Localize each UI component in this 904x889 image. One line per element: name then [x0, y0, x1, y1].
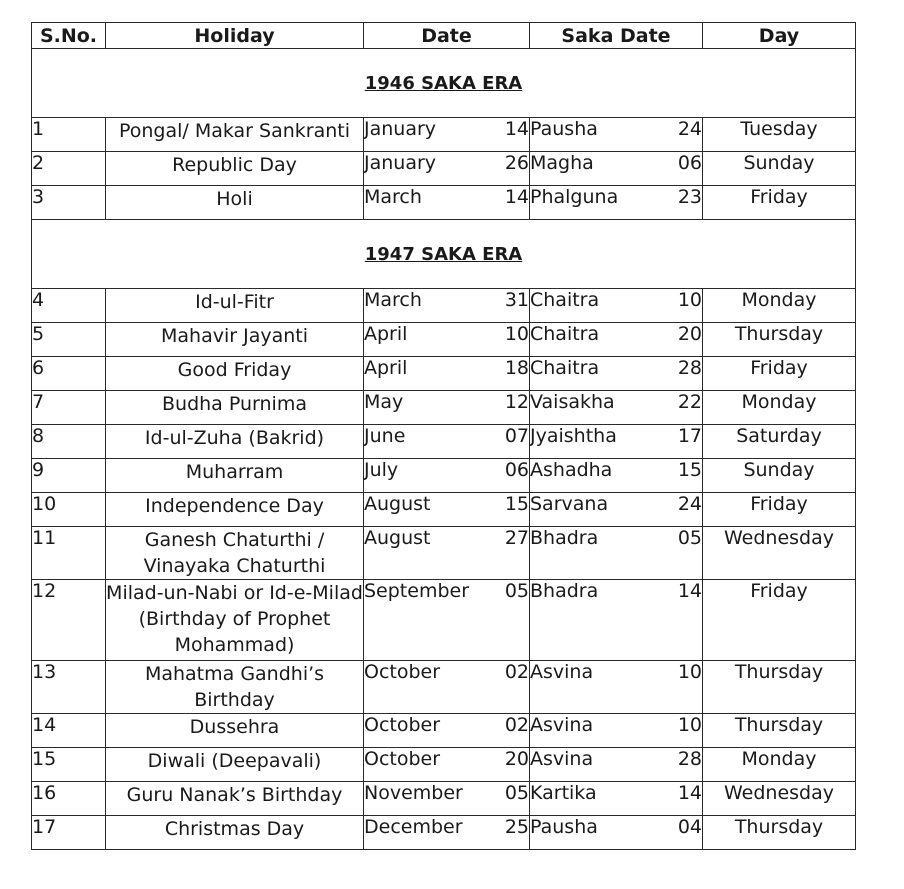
table-row	[32, 580, 856, 661]
serial-number-cell: 4	[32, 289, 106, 323]
date-cell	[364, 580, 530, 661]
date-cell	[364, 782, 530, 816]
weekday-cell: Wednesday	[703, 527, 856, 580]
saka-day-number: 28	[677, 748, 702, 770]
date-month: March	[364, 186, 422, 208]
saka-date-cell	[530, 118, 703, 152]
saka-day-number: 10	[677, 661, 702, 683]
era-heading-row	[32, 49, 856, 118]
saka-date-cell	[530, 323, 703, 357]
date-day-number: 14	[504, 186, 529, 208]
holiday-name-cell: Milad-un-Nabi or Id-e-Milad (Birthday of Prophet Mohammad)	[106, 580, 364, 661]
saka-date-cell	[530, 357, 703, 391]
holiday-name-cell: Ganesh Chaturthi / Vinayaka Chaturthi	[106, 527, 364, 580]
header-holiday: Holiday	[106, 23, 364, 49]
saka-date-cell	[530, 152, 703, 186]
saka-date-cell	[530, 661, 703, 714]
header-date: Date	[364, 23, 530, 49]
table-row	[32, 748, 856, 782]
serial-number-cell: 14	[32, 714, 106, 748]
date-cell	[364, 391, 530, 425]
saka-day-number: 10	[677, 289, 702, 311]
weekday-cell: Sunday	[703, 152, 856, 186]
date-day-number: 20	[504, 748, 529, 770]
saka-month: Asvina	[530, 714, 594, 736]
saka-month: Phalguna	[530, 186, 619, 208]
holiday-name-cell: Republic Day	[106, 152, 364, 186]
header-sno: S.No.	[32, 23, 106, 49]
weekday-cell: Monday	[703, 748, 856, 782]
date-cell	[364, 186, 530, 220]
weekday-cell: Thursday	[703, 714, 856, 748]
date-day-number: 02	[504, 714, 529, 736]
serial-number-cell: 11	[32, 527, 106, 580]
saka-day-number: 15	[677, 459, 702, 481]
date-day-number: 14	[504, 118, 529, 140]
saka-date-cell	[530, 493, 703, 527]
serial-number-cell: 2	[32, 152, 106, 186]
date-day-number: 31	[504, 289, 529, 311]
date-day-number: 05	[504, 782, 529, 804]
date-cell	[364, 357, 530, 391]
saka-month: Asvina	[530, 661, 594, 683]
serial-number-cell: 3	[32, 186, 106, 220]
saka-day-number: 28	[677, 357, 702, 379]
holiday-name-cell: Guru Nanak’s Birthday	[106, 782, 364, 816]
saka-month: Vaisakha	[530, 391, 615, 413]
saka-day-number: 04	[677, 816, 702, 838]
date-month: March	[364, 289, 422, 311]
table-row	[32, 816, 856, 850]
date-month: October	[364, 748, 441, 770]
saka-day-number: 06	[677, 152, 702, 174]
date-day-number: 25	[504, 816, 529, 838]
table-row	[32, 118, 856, 152]
weekday-cell: Tuesday	[703, 118, 856, 152]
date-month: November	[364, 782, 463, 804]
date-month: January	[364, 118, 437, 140]
date-month: January	[364, 152, 437, 174]
saka-date-cell	[530, 816, 703, 850]
saka-date-cell	[530, 748, 703, 782]
saka-month: Chaitra	[530, 323, 600, 345]
date-day-number: 27	[504, 527, 529, 549]
date-cell	[364, 152, 530, 186]
weekday-cell: Thursday	[703, 323, 856, 357]
date-day-number: 18	[504, 357, 529, 379]
saka-date-cell	[530, 425, 703, 459]
saka-month: Chaitra	[530, 357, 600, 379]
table-row	[32, 186, 856, 220]
serial-number-cell: 6	[32, 357, 106, 391]
holiday-name-cell: Christmas Day	[106, 816, 364, 850]
weekday-cell: Friday	[703, 186, 856, 220]
saka-month: Pausha	[530, 816, 598, 838]
serial-number-cell: 7	[32, 391, 106, 425]
saka-date-cell	[530, 714, 703, 748]
date-month: July	[364, 459, 399, 481]
serial-number-cell: 13	[32, 661, 106, 714]
holiday-name-cell: Good Friday	[106, 357, 364, 391]
date-month: April	[364, 357, 408, 379]
date-cell	[364, 459, 530, 493]
date-day-number: 15	[504, 493, 529, 515]
date-day-number: 05	[504, 580, 529, 602]
date-day-number: 02	[504, 661, 529, 683]
holiday-name-cell: Pongal/ Makar Sankranti	[106, 118, 364, 152]
date-cell	[364, 748, 530, 782]
saka-month: Bhadra	[530, 527, 599, 549]
weekday-cell: Wednesday	[703, 782, 856, 816]
date-cell	[364, 289, 530, 323]
saka-day-number: 14	[677, 580, 702, 602]
holiday-name-cell: Holi	[106, 186, 364, 220]
serial-number-cell: 16	[32, 782, 106, 816]
weekday-cell: Monday	[703, 289, 856, 323]
date-day-number: 06	[504, 459, 529, 481]
era-title: 1947 SAKA ERA	[364, 244, 523, 265]
date-month: October	[364, 661, 441, 683]
table-row	[32, 152, 856, 186]
date-cell	[364, 661, 530, 714]
holiday-name-cell: Diwali (Deepavali)	[106, 748, 364, 782]
era-heading-cell	[32, 49, 856, 118]
date-month: August	[364, 493, 431, 515]
saka-day-number: 24	[677, 118, 702, 140]
table-body	[32, 49, 856, 850]
serial-number-cell: 8	[32, 425, 106, 459]
table-row	[32, 661, 856, 714]
date-cell	[364, 714, 530, 748]
saka-month: Jyaishtha	[530, 425, 617, 447]
date-day-number: 26	[504, 152, 529, 174]
saka-month: Bhadra	[530, 580, 599, 602]
saka-month: Magha	[530, 152, 594, 174]
date-day-number: 07	[504, 425, 529, 447]
weekday-cell: Thursday	[703, 661, 856, 714]
holiday-name-cell: Id-ul-Zuha (Bakrid)	[106, 425, 364, 459]
table-row	[32, 493, 856, 527]
holiday-table	[31, 22, 856, 850]
header-saka-date: Saka Date	[530, 23, 703, 49]
era-heading-cell	[32, 220, 856, 289]
saka-date-cell	[530, 289, 703, 323]
date-month: May	[364, 391, 404, 413]
serial-number-cell: 1	[32, 118, 106, 152]
date-day-number: 12	[504, 391, 529, 413]
saka-month: Sarvana	[530, 493, 609, 515]
table-row	[32, 289, 856, 323]
weekday-cell: Saturday	[703, 425, 856, 459]
saka-month: Chaitra	[530, 289, 600, 311]
table-row	[32, 714, 856, 748]
date-month: April	[364, 323, 408, 345]
table-row	[32, 357, 856, 391]
saka-day-number: 05	[677, 527, 702, 549]
era-heading-row	[32, 220, 856, 289]
date-month: August	[364, 527, 431, 549]
saka-day-number: 17	[677, 425, 702, 447]
holiday-name-cell: Mahatma Gandhi’s Birthday	[106, 661, 364, 714]
saka-day-number: 22	[677, 391, 702, 413]
date-month: September	[364, 580, 470, 602]
holiday-name-cell: Independence Day	[106, 493, 364, 527]
weekday-cell: Sunday	[703, 459, 856, 493]
holiday-name-cell: Budha Purnima	[106, 391, 364, 425]
date-month: December	[364, 816, 463, 838]
saka-day-number: 10	[677, 714, 702, 736]
saka-date-cell	[530, 527, 703, 580]
holiday-name-cell: Muharram	[106, 459, 364, 493]
saka-month: Ashadha	[530, 459, 613, 481]
saka-date-cell	[530, 580, 703, 661]
saka-day-number: 24	[677, 493, 702, 515]
date-cell	[364, 323, 530, 357]
header-day: Day	[703, 23, 856, 49]
saka-date-cell	[530, 391, 703, 425]
holiday-name-cell: Dussehra	[106, 714, 364, 748]
table-row	[32, 425, 856, 459]
saka-date-cell	[530, 186, 703, 220]
saka-month: Pausha	[530, 118, 598, 140]
holiday-name-cell: Mahavir Jayanti	[106, 323, 364, 357]
date-cell	[364, 816, 530, 850]
weekday-cell: Monday	[703, 391, 856, 425]
date-month: October	[364, 714, 441, 736]
era-title: 1946 SAKA ERA	[364, 73, 523, 94]
table-row	[32, 459, 856, 493]
date-cell	[364, 527, 530, 580]
table-row	[32, 527, 856, 580]
saka-date-cell	[530, 782, 703, 816]
saka-month: Kartika	[530, 782, 597, 804]
saka-day-number: 23	[677, 186, 702, 208]
weekday-cell: Friday	[703, 580, 856, 661]
saka-day-number: 20	[677, 323, 702, 345]
table-row	[32, 782, 856, 816]
header-row	[32, 23, 856, 49]
date-cell	[364, 425, 530, 459]
date-day-number: 10	[504, 323, 529, 345]
date-cell	[364, 118, 530, 152]
saka-month: Asvina	[530, 748, 594, 770]
table-row	[32, 323, 856, 357]
serial-number-cell: 5	[32, 323, 106, 357]
saka-day-number: 14	[677, 782, 702, 804]
serial-number-cell: 15	[32, 748, 106, 782]
date-cell	[364, 493, 530, 527]
weekday-cell: Thursday	[703, 816, 856, 850]
serial-number-cell: 10	[32, 493, 106, 527]
serial-number-cell: 17	[32, 816, 106, 850]
holiday-name-cell: Id-ul-Fitr	[106, 289, 364, 323]
serial-number-cell: 12	[32, 580, 106, 661]
table-row	[32, 391, 856, 425]
saka-date-cell	[530, 459, 703, 493]
weekday-cell: Friday	[703, 493, 856, 527]
weekday-cell: Friday	[703, 357, 856, 391]
serial-number-cell: 9	[32, 459, 106, 493]
date-month: June	[364, 425, 406, 447]
